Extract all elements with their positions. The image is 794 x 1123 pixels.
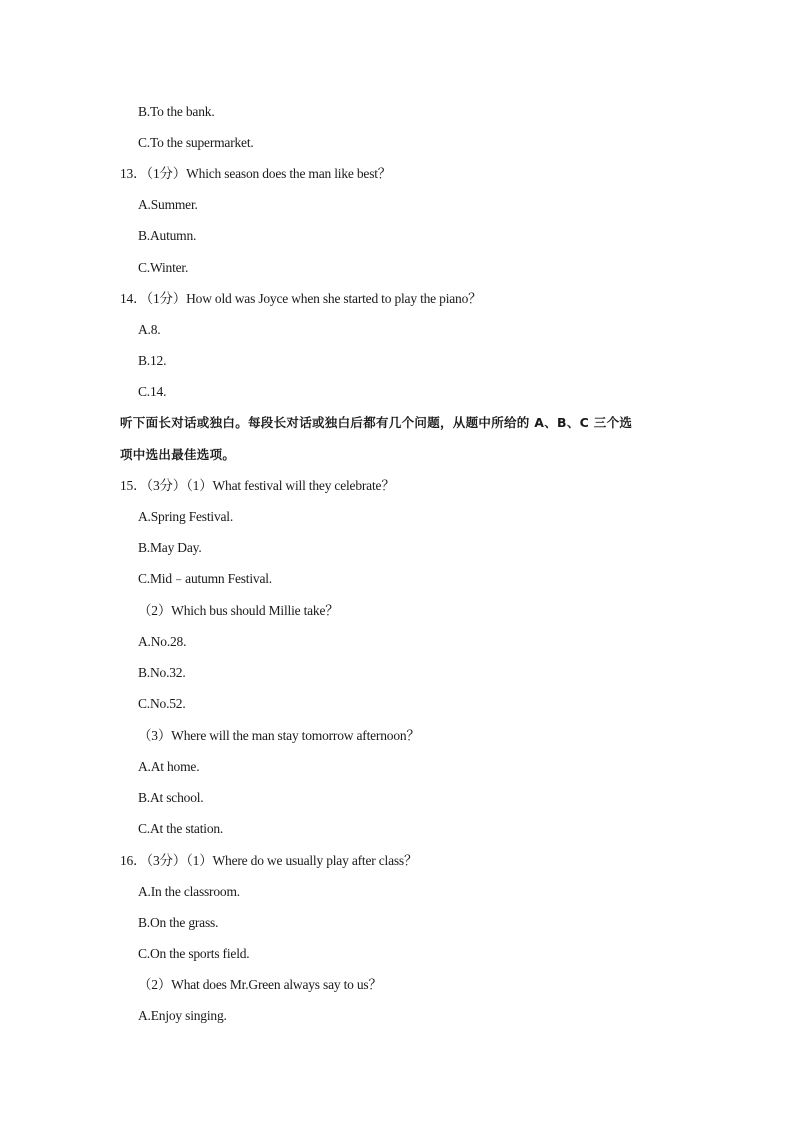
q15-1-option-c: C.Mid﹣autumn Festival.: [138, 571, 272, 586]
question-16: 16．（3分）（1）Where do we usually play after class？: [120, 853, 418, 868]
question-15: 15．（3分）（1）What festival will they celebrate？: [120, 478, 395, 493]
section-instruction-line1: 听下面长对话或独白。每段长对话或独白后都有几个问题，从题中所给的 A、B、C 三个选: [120, 415, 633, 430]
q14-option-c: C.14.: [138, 384, 167, 399]
q16-1-option-a: A.In the classroom.: [138, 884, 240, 899]
q15-2-option-c: C.No.52.: [138, 696, 186, 711]
question-15-2: （2）Which bus should Millie take？: [138, 603, 339, 618]
q16-2-option-a: A.Enjoy singing.: [138, 1008, 227, 1023]
q14-option-a: A.8.: [138, 322, 161, 337]
q12-option-b: B.To the bank.: [138, 104, 215, 119]
question-13: 13．（1分）Which season does the man like best？: [120, 166, 392, 181]
q13-option-b: B.Autumn.: [138, 228, 197, 243]
question-16-2: （2）What does Mr.Green always say to us？: [138, 977, 382, 992]
question-14: 14．（1分）How old was Joyce when she started to play the piano？: [120, 291, 482, 306]
q15-2-option-a: A.No.28.: [138, 634, 187, 649]
q15-1-option-a: A.Spring Festival.: [138, 509, 234, 524]
q15-3-option-b: B.At school.: [138, 790, 204, 805]
question-15-3: （3）Where will the man stay tomorrow afternoon？: [138, 728, 420, 743]
q15-1-option-b: B.May Day.: [138, 540, 202, 555]
q15-3-option-c: C.At the station.: [138, 821, 224, 836]
q15-2-option-b: B.No.32.: [138, 665, 186, 680]
section-instruction-line2: 项中选出最佳选项。: [120, 447, 236, 462]
q15-3-option-a: A.At home.: [138, 759, 200, 774]
q12-option-c: C.To the supermarket.: [138, 135, 254, 150]
q16-1-option-b: B.On the grass.: [138, 915, 219, 930]
q13-option-a: A.Summer.: [138, 197, 198, 212]
q13-option-c: C.Winter.: [138, 260, 189, 275]
q14-option-b: B.12.: [138, 353, 167, 368]
q16-1-option-c: C.On the sports field.: [138, 946, 250, 961]
